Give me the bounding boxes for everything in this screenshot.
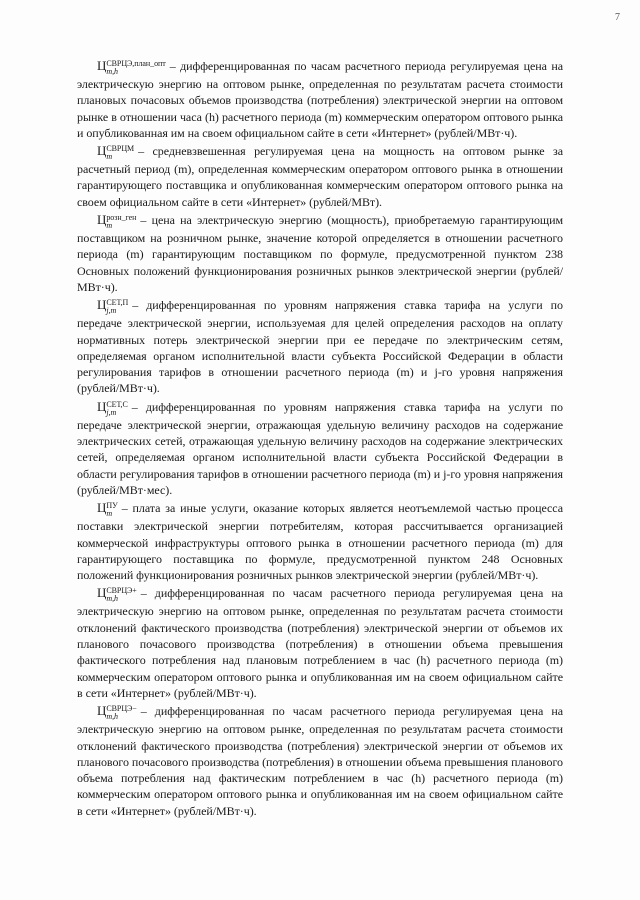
- definition-entry: [77, 399, 563, 498]
- symbol-base: Ц: [97, 212, 107, 228]
- symbol-subscript: m: [106, 509, 113, 519]
- definition-entry: [77, 297, 563, 396]
- symbol-subscript: m,h: [106, 594, 118, 604]
- symbol-base: Ц: [97, 500, 107, 516]
- symbol-superscript: розн_ген: [106, 213, 137, 223]
- definition-text: – цена на электрическую энергию (мощность), приобретаемую гарантирующим поставщиком на розничном рынке, значение которой определяется в отношении расчетного периода (m) гарантирующим поставщиком по формуле, предусмотренной пунктом 238 Основных положений функционирования розничных рынков электрической энергии (рублей/МВт·ч).: [77, 213, 563, 294]
- symbol-superscript: ПУ: [106, 501, 118, 511]
- definition-text: – дифференцированная по часам расчетного периода регулируемая цена на электрическую энергию на оптовом рынке, определенная по результатам расчета стоимости плановых почасовых объемов производства (потребления) электрической энергии на оптовом рынке в отношении часа (h) расчетного периода (m) коммерческим оператором оптового рынка и опубликованная им на своем официальном сайте в сети «Интернет» (рублей/МВт·ч).: [77, 59, 563, 140]
- definition-text: – плата за иные услуги, оказание которых является неотъемлемой частью процесса поставки электрической энергии потребителям, которая рассчитывается организацией коммерческой инфраструктуры оптового рынка в отношении расчетного периода (m) для гарантирующего поставщика по формуле, предусмотренной пунктом 248 Основных положений функционирования розничных рынков электрической энергии (рублей/МВт·ч).: [77, 501, 563, 583]
- symbol-superscript: СВРЦЭ+: [106, 586, 137, 596]
- formula-symbol: [97, 585, 141, 604]
- symbol-base: Ц: [97, 703, 107, 719]
- symbol-subscript: m,h: [106, 67, 118, 76]
- symbol-base: Ц: [97, 398, 107, 414]
- symbol-superscript: СЕТ,П: [106, 298, 129, 308]
- definition-entry: [77, 143, 563, 210]
- definition-entry: [77, 585, 563, 701]
- definition-text: – дифференцированная по часам расчетного периода регулируемая цена на электрическую энергию на оптовом рынке, определенная по результатам расчета стоимости отклонений фактического производства (потребления) электрической энергии от объемов их планового почасового производства (потребления) в отношении объема превышения планового объема потребления над фактическим потреблением в час (h) расчетного периода (m) коммерческим оператором оптового рынка и опубликованная им на своем официальном сайте в сети «Интернет» (рублей/МВт·ч).: [77, 704, 563, 818]
- formula-symbol: [97, 143, 138, 162]
- symbol-superscript: СВРЦМ: [106, 144, 135, 154]
- definition-entry: [77, 500, 563, 583]
- symbol-superscript: СВРЦЭ−: [106, 704, 137, 714]
- formula-symbol: [97, 58, 170, 76]
- symbol-subscript: j,m: [106, 306, 117, 316]
- symbol-base: Ц: [97, 143, 107, 159]
- definitions-list: [77, 58, 563, 821]
- definition-entry: [77, 703, 563, 819]
- formula-symbol: [97, 297, 132, 316]
- definition-text: – дифференцированная по уровням напряжения ставка тарифа на услуги по передаче электрической энергии, отражающая удельную величину расходов на содержание электрических сетей, отражающая удельную величину расходов на содержание электрических сетей, определяемая органом исполнительной власти субъекта Российской Федерации в области регулирования тарифов в отношении расчетного периода (m) и j-го уровня напряжения (рублей/МВт·мес).: [77, 399, 563, 497]
- symbol-subscript: m: [106, 221, 113, 231]
- definition-text: – дифференцированная по часам расчетного периода регулируемая цена на электрическую энергию на оптовом рынке, определенная по результатам расчета стоимости отклонений фактического производства (потребления) электрической энергии от объемов их планового почасового производства (потребления) в отношении объема превышения фактического потребления над плановым потреблением в час (h) расчетного периода (m) коммерческим оператором оптового рынка и опубликованная им на своем официальном сайте в сети «Интернет» (рублей/МВт·ч).: [77, 586, 563, 700]
- definition-entry: [77, 212, 563, 295]
- definition-entry: [77, 58, 563, 141]
- symbol-superscript: СВРЦЭ,план_опт: [106, 59, 166, 68]
- symbol-subscript: j,m: [106, 407, 117, 417]
- formula-symbol: [97, 398, 132, 417]
- symbol-subscript: m,h: [106, 712, 118, 722]
- symbol-base: Ц: [97, 58, 107, 73]
- symbol-subscript: m: [106, 152, 113, 162]
- symbol-base: Ц: [97, 585, 107, 601]
- formula-symbol: [97, 703, 141, 722]
- definition-text: – дифференцированная по уровням напряжения ставка тарифа на услуги по передаче электрической энергии, используемая для целей определения расходов на оплату нормативных потерь электрической энергии при ее передаче по электрическим сетям, определяемая органом исполнительной власти субъекта Российской Федерации в области регулирования тарифов в отношении расчетного периода (m) и j-го уровня напряжения (рублей/МВт·ч).: [77, 298, 563, 396]
- page-corner-mark: 7: [615, 12, 620, 23]
- symbol-base: Ц: [97, 297, 107, 313]
- formula-symbol: [97, 500, 122, 519]
- definition-text: – средневзвешенная регулируемая цена на мощность на оптовом рынке за расчетный период (m), определенная коммерческим оператором оптового рынка в отношении гарантирующего поставщика и опубликованная коммерческим оператором оптового рынка на своем официальном сайте в сети «Интернет» (рублей/МВт).: [77, 144, 563, 209]
- symbol-superscript: СЕТ,С: [106, 399, 128, 409]
- formula-symbol: [97, 212, 140, 231]
